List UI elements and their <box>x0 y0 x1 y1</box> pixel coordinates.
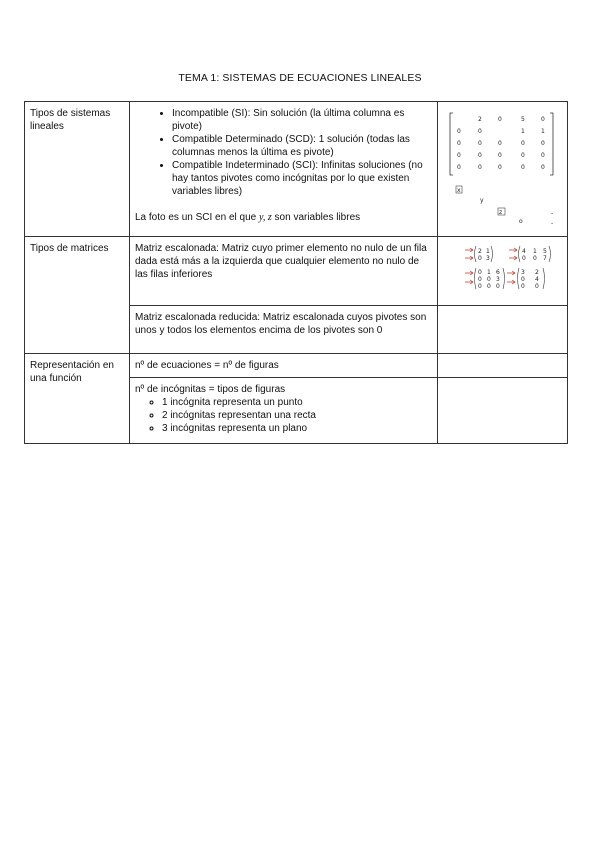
svg-text:6: 6 <box>496 269 500 276</box>
svg-text:0: 0 <box>521 140 525 147</box>
sci-matrix-photo-cell <box>438 102 568 237</box>
svg-text:x: x <box>457 187 461 194</box>
svg-text:0: 0 <box>498 140 502 147</box>
svg-text:z: z <box>499 209 503 216</box>
svg-text:0: 0 <box>478 152 482 159</box>
escalonada-examples-image <box>443 242 561 294</box>
list-item: • Compatible Determinado (SCD): 1 solución (todas las columnas menos la última es pivote) <box>172 133 432 159</box>
svg-text:0: 0 <box>478 164 482 171</box>
system-types-list <box>135 107 432 198</box>
svg-text:3: 3 <box>486 255 490 262</box>
svg-text:0: 0 <box>457 140 461 147</box>
empty-cell <box>438 354 568 378</box>
escalonada-reducida-definition: Matriz escalonada reducida: Matriz escalonada cuyos pivotes son unos y todos los elementos encima de los pivotes son 0 <box>130 306 438 354</box>
list-item: ◦ 1 incógnita representa un punto <box>162 396 432 409</box>
empty-cell <box>438 306 568 354</box>
note-suffix: son variables libres <box>271 212 361 223</box>
svg-text:-: - <box>551 220 554 227</box>
svg-text:7: 7 <box>543 255 547 262</box>
svg-text:0: 0 <box>521 276 525 283</box>
escalonada-definition: Matriz escalonada: Matriz cuyo primer elemento no nulo de un fila dada está más a la izquierda que cualquier elemento no nulo de las filas inferiores <box>130 237 438 306</box>
table-row-representacion <box>25 354 568 378</box>
svg-text:2: 2 <box>478 248 482 255</box>
incognitas-content <box>130 378 438 444</box>
svg-text:y: y <box>480 197 484 204</box>
ecuaciones-figuras: nº de ecuaciones = nº de figuras <box>130 354 438 378</box>
svg-text:0: 0 <box>541 164 545 171</box>
note-prefix: La foto es un SCI en el que <box>135 212 259 223</box>
svg-text:0: 0 <box>522 255 526 262</box>
note-vars: y, z <box>258 212 272 223</box>
row-label-representacion: Representación en una función <box>25 354 130 444</box>
list-item: ◦ 2 incógnitas representan una recta <box>162 409 432 422</box>
row-label-tipos-sistemas: Tipos de sistemas lineales <box>25 102 130 237</box>
svg-text:0: 0 <box>478 276 482 283</box>
table-row-tipos-sistemas <box>25 102 568 237</box>
svg-text:0: 0 <box>457 164 461 171</box>
svg-text:0: 0 <box>533 255 537 262</box>
list-item: ◦ 3 incógnitas representa un plano <box>162 422 432 435</box>
svg-text:2: 2 <box>478 116 482 123</box>
svg-text:0: 0 <box>478 283 482 290</box>
escalonada-examples-cell <box>438 237 568 306</box>
list-item: • Incompatible (SI): Sin solución (la última columna es pivote) <box>172 107 432 133</box>
tipos-sistemas-content <box>130 102 438 237</box>
svg-text:0: 0 <box>498 164 502 171</box>
svg-text:o: o <box>519 218 523 225</box>
svg-text:0: 0 <box>457 152 461 159</box>
svg-text:1: 1 <box>486 248 490 255</box>
svg-text:1: 1 <box>521 128 525 135</box>
empty-cell <box>438 378 568 444</box>
svg-text:0: 0 <box>496 283 500 290</box>
svg-text:0: 0 <box>478 269 482 276</box>
svg-text:2: 2 <box>535 269 539 276</box>
sci-photo-note <box>135 211 432 224</box>
svg-text:3: 3 <box>496 276 500 283</box>
svg-text:0: 0 <box>487 283 491 290</box>
svg-text:1: 1 <box>533 248 537 255</box>
incognitas-list <box>135 396 432 435</box>
svg-text:0: 0 <box>498 152 502 159</box>
svg-text:0: 0 <box>521 152 525 159</box>
svg-text:0: 0 <box>541 116 545 123</box>
svg-text:5: 5 <box>521 116 525 123</box>
incognitas-intro: nº de incógnitas = tipos de figuras <box>135 384 286 395</box>
svg-text:5: 5 <box>543 248 547 255</box>
svg-text:0: 0 <box>521 283 525 290</box>
svg-text:0: 0 <box>457 128 461 135</box>
page-title: TEMA 1: SISTEMAS DE ECUACIONES LINEALES <box>178 72 422 84</box>
svg-text:1: 1 <box>487 269 491 276</box>
svg-text:0: 0 <box>487 276 491 283</box>
row-label-tipos-matrices: Tipos de matrices <box>25 237 130 354</box>
svg-text:0: 0 <box>521 164 525 171</box>
svg-text:1: 1 <box>541 128 545 135</box>
svg-text:0: 0 <box>478 255 482 262</box>
content-table <box>24 101 568 444</box>
sci-matrix-photo <box>443 107 561 232</box>
svg-text:0: 0 <box>541 152 545 159</box>
svg-text:0: 0 <box>478 128 482 135</box>
svg-text:0: 0 <box>541 140 545 147</box>
svg-text:0: 0 <box>478 140 482 147</box>
svg-text:3: 3 <box>521 269 525 276</box>
svg-text:0: 0 <box>498 116 502 123</box>
svg-text:4: 4 <box>535 276 539 283</box>
svg-text:4: 4 <box>522 248 526 255</box>
table-row-tipos-matrices <box>25 237 568 306</box>
list-item: • Compatible Indeterminado (SCI): Infinitas soluciones (no hay tantos pivotes como incógnitas por lo que existen variables libres) <box>172 159 432 198</box>
svg-text:0: 0 <box>535 283 539 290</box>
svg-text:-: - <box>551 210 554 217</box>
